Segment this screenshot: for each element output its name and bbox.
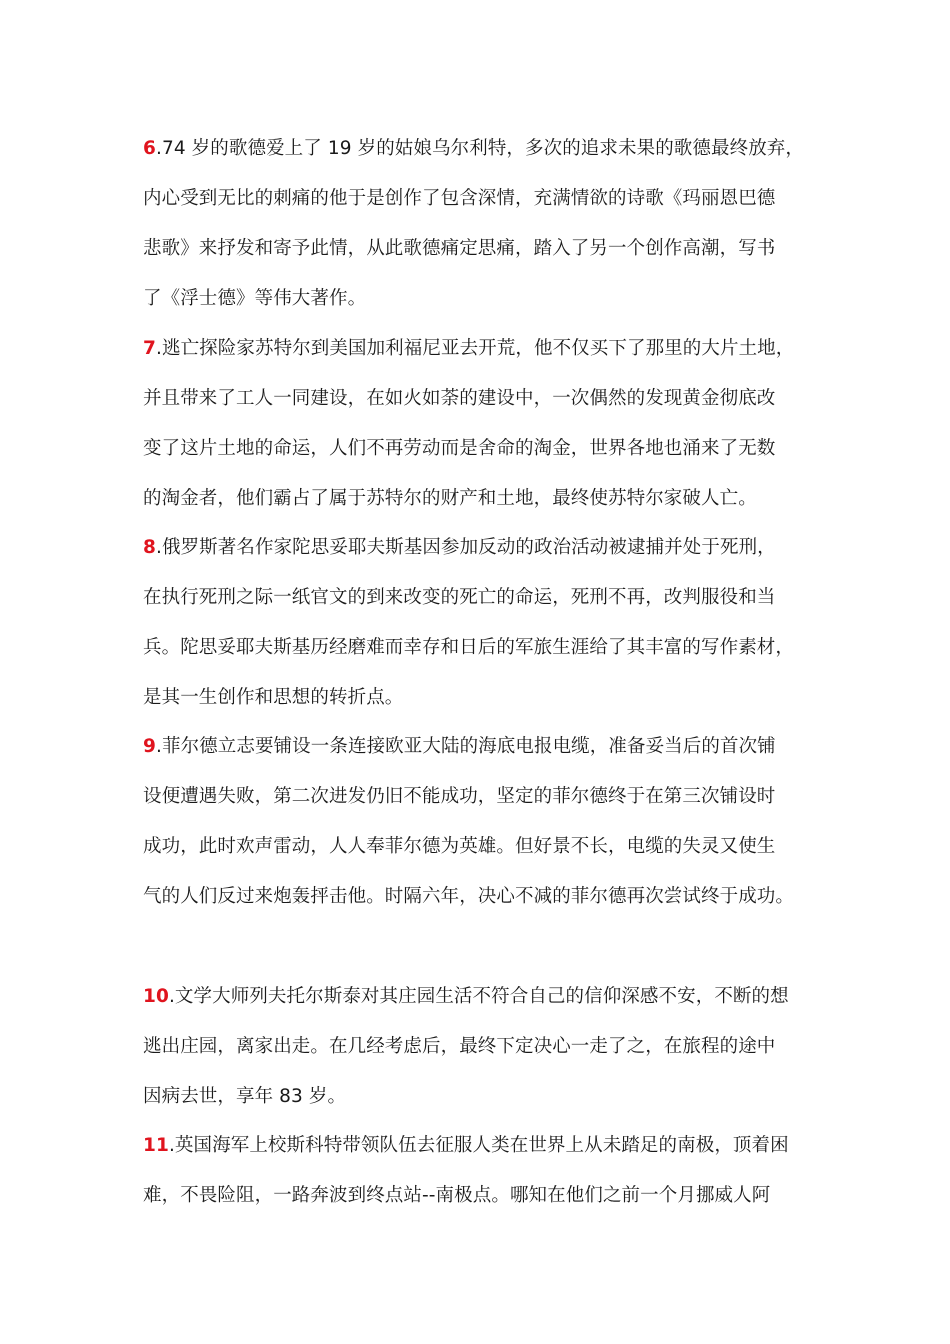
- entry-line: 设便遭遇失败，第二次进发仍旧不能成功，坚定的菲尔德终于在第三次铺设时: [143, 786, 776, 807]
- entry-number: 9: [143, 736, 156, 757]
- entry-line: 内心受到无比的刺痛的他于是创作了包含深情，充满情欲的诗歌《玛丽恩巴德: [143, 188, 776, 209]
- entry-line: 兵。陀思妥耶夫斯基历经磨难而幸存和日后的军旅生涯给了其丰富的写作素材，: [143, 637, 795, 658]
- entry-text: .菲尔德立志要铺设一条连接欧亚大陆的海底电报电缆，准备妥当后的首次铺: [155, 736, 776, 757]
- entry-line: 在执行死刑之际一纸官文的到来改变的死亡的命运，死刑不再，改判服役和当: [143, 587, 776, 608]
- entry-text: .逃亡探险家苏特尔到美国加利福尼亚去开荒，他不仅买下了那里的大片土地，: [155, 338, 795, 359]
- entry-line: 逃出庄园，离家出走。在几经考虑后，最终下定决心一走了之，在旅程的途中: [143, 1036, 776, 1057]
- entry-line: [143, 124, 818, 174]
- entry-9: [143, 722, 818, 922]
- entry-number: 8: [143, 537, 156, 558]
- entry-11: [143, 1121, 818, 1221]
- entry-text: .文学大师列夫托尔斯泰对其庄园生活不符合自己的信仰深感不安，不断的想: [168, 986, 789, 1007]
- entry-number: 6: [143, 138, 156, 159]
- entry-line: [143, 324, 818, 374]
- entry-line: 难，不畏险阻，一路奔波到终点站--南极点。哪知在他们之前一个月挪威人阿: [143, 1185, 771, 1206]
- entry-7: [143, 324, 818, 524]
- entry-line: [143, 722, 818, 772]
- entry-text: .俄罗斯著名作家陀思妥耶夫斯基因参加反动的政治活动被逮捕并处于死刑，: [155, 537, 776, 558]
- entry-text: .74 岁的歌德爱上了 19 岁的姑娘乌尔利特，多次的追求未果的歌德最终放弃，: [155, 138, 804, 159]
- entry-text: .英国海军上校斯科特带领队伍去征服人类在世界上从未踏足的南极，顶着困: [168, 1135, 789, 1156]
- entry-8: [143, 523, 818, 723]
- entry-line: [143, 972, 818, 1022]
- entry-line: 成功，此时欢声雷动，人人奉菲尔德为英雄。但好景不长，电缆的失灵又使生: [143, 836, 776, 857]
- entry-line: 的淘金者，他们霸占了属于苏特尔的财产和土地，最终使苏特尔家破人亡。: [143, 488, 757, 509]
- entry-number: 7: [143, 338, 156, 359]
- entry-number: 11: [143, 1135, 169, 1156]
- entry-line: 了《浮士德》等伟大著作。: [143, 288, 367, 309]
- entry-10: [143, 972, 818, 1122]
- entry-line: 悲歌》来抒发和寄予此情，从此歌德痛定思痛，踏入了另一个创作高潮，写书: [143, 238, 776, 259]
- entry-line: [143, 1121, 818, 1171]
- entry-line: 并且带来了工人一同建设，在如火如荼的建设中，一次偶然的发现黄金彻底改: [143, 388, 776, 409]
- entry-line: [143, 523, 818, 573]
- entry-6: [143, 124, 818, 324]
- entry-line: 变了这片土地的命运，人们不再劳动而是舍命的淘金，世界各地也涌来了无数: [143, 438, 776, 459]
- entry-line: 是其一生创作和思想的转折点。: [143, 687, 404, 708]
- entry-number: 10: [143, 986, 169, 1007]
- entry-line: 气的人们反过来炮轰抨击他。时隔六年，决心不减的菲尔德再次尝试终于成功。: [143, 886, 795, 907]
- entry-line: 因病去世，享年 83 岁。: [143, 1086, 347, 1107]
